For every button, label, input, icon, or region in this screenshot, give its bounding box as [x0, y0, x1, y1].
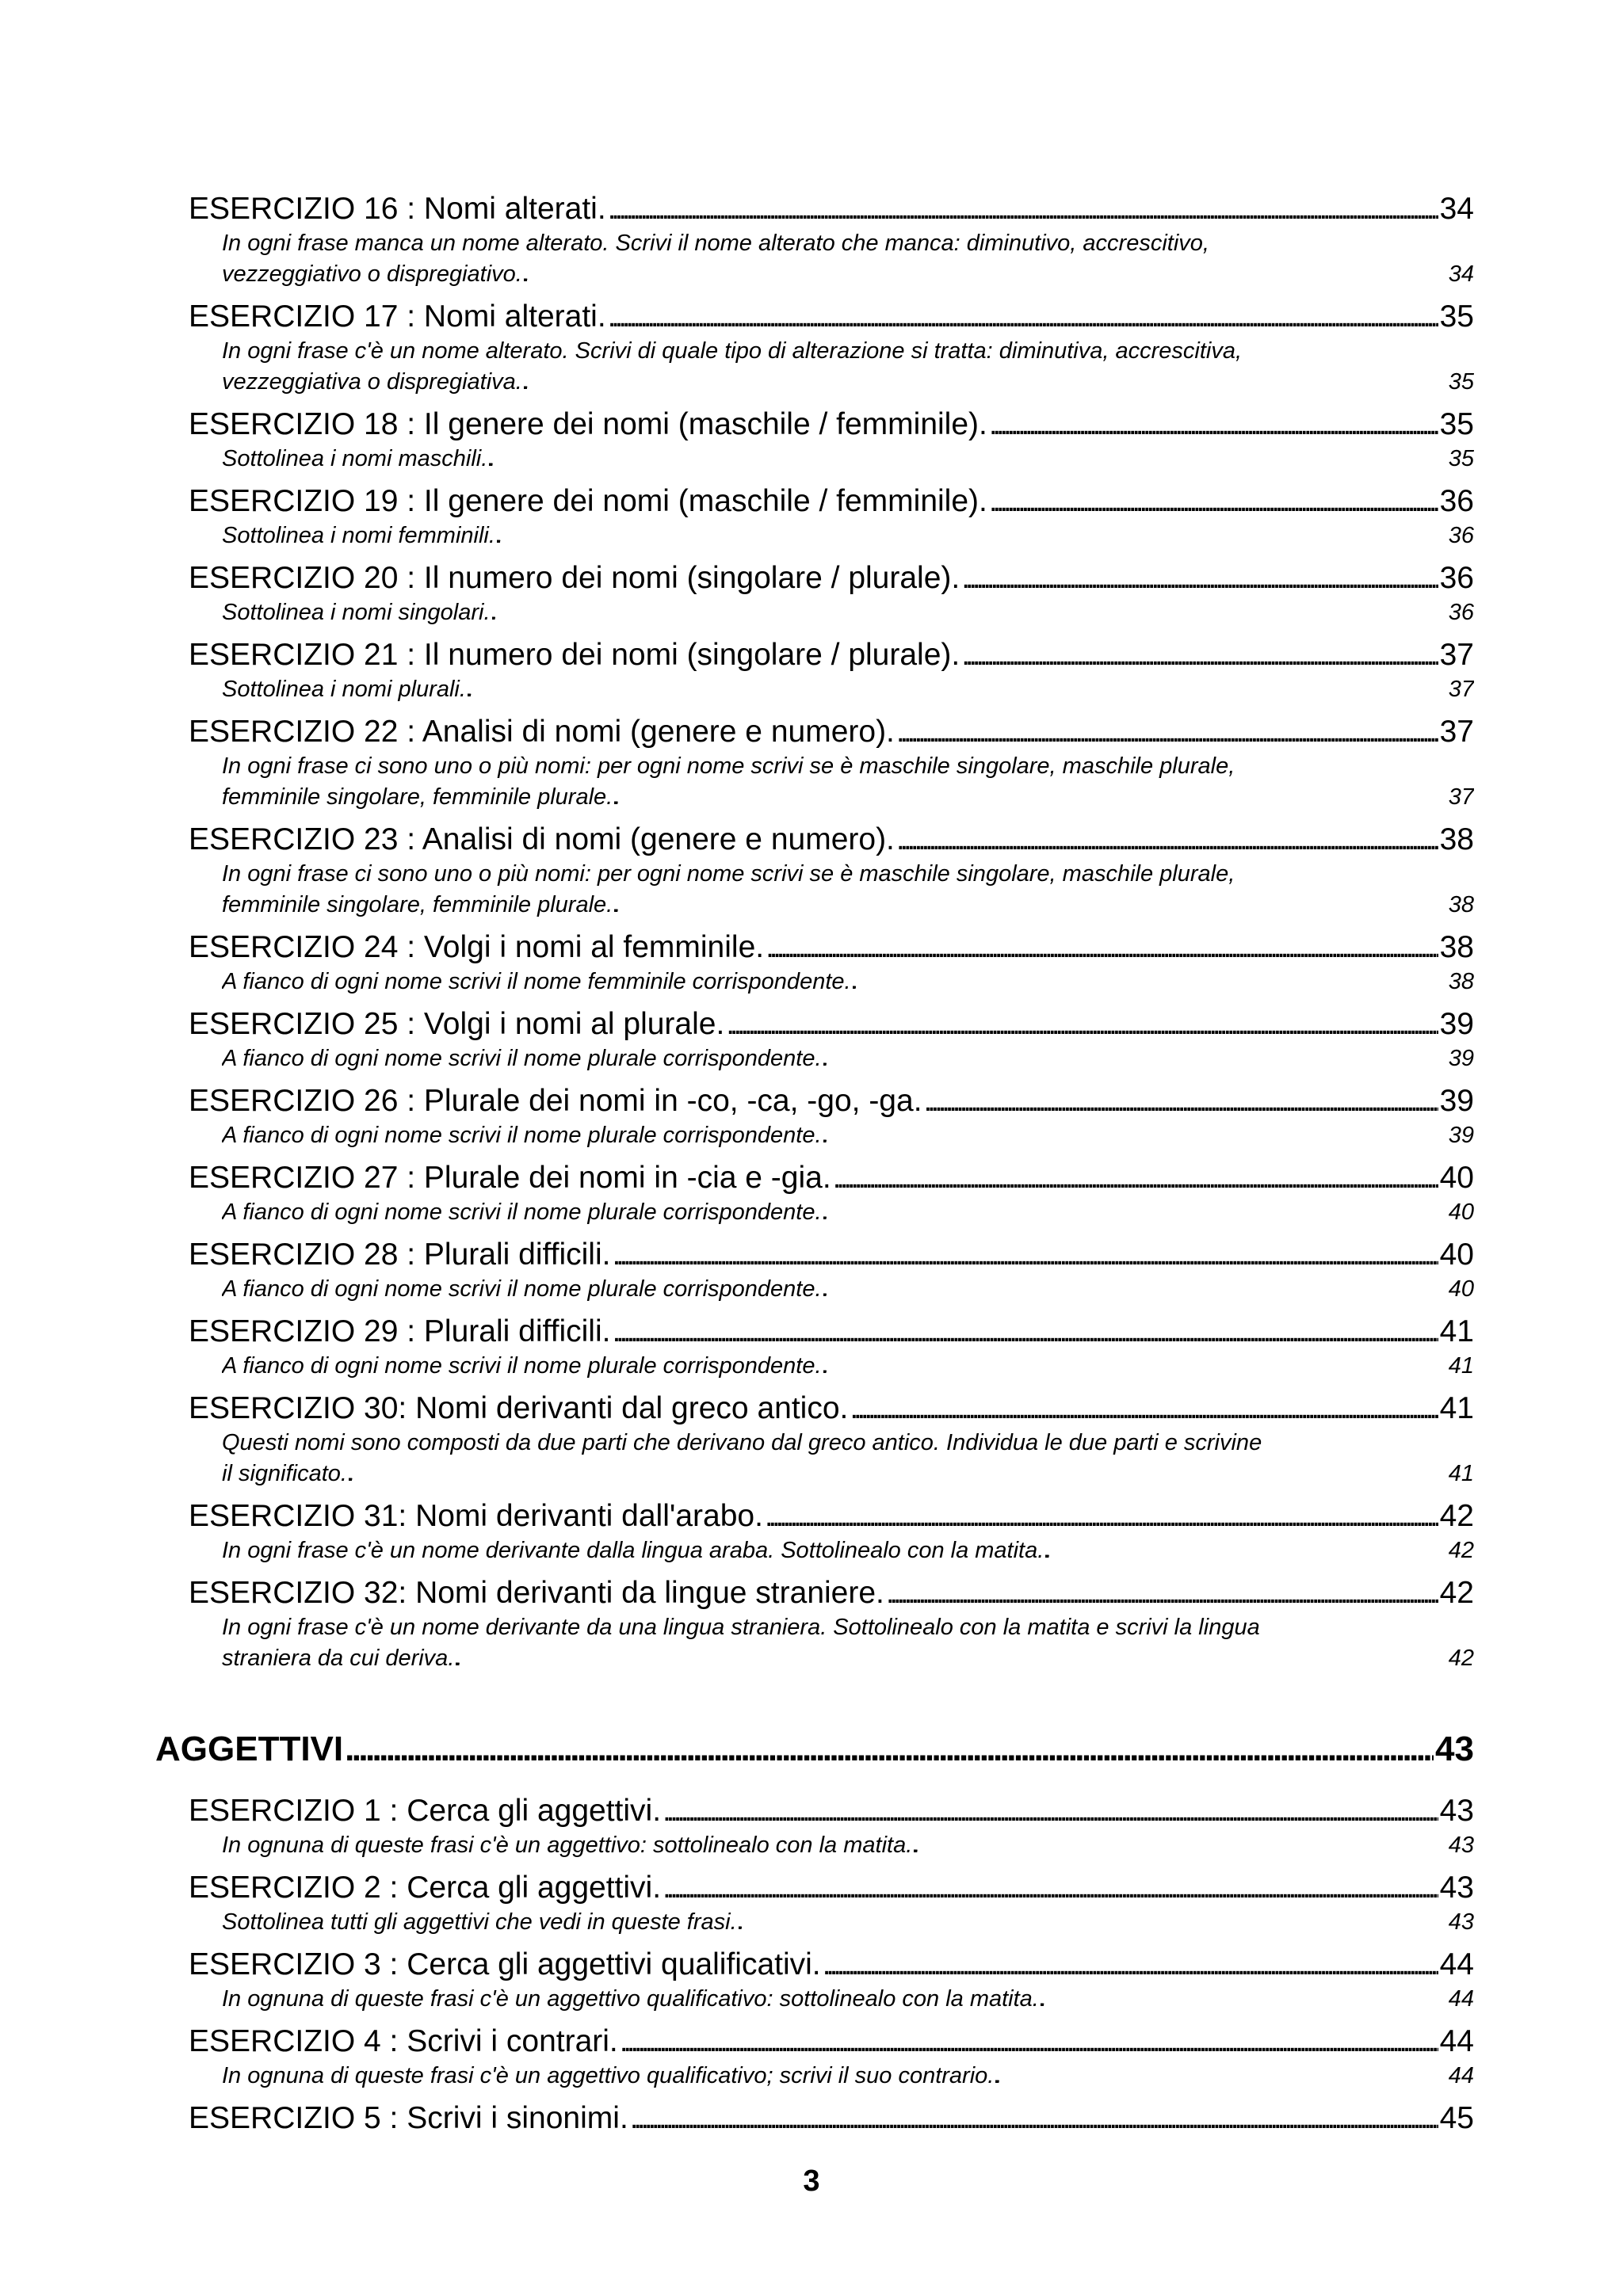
toc-entry-title-row[interactable] [189, 1159, 1474, 1197]
toc-entry-title: ESERCIZIO 21 : Il numero dei nomi (singolare / plurale). [189, 638, 960, 672]
description-last-row [222, 890, 1474, 921]
description-line: A fianco di ogni nome scrivi il nome plurale corrispondente. [222, 1276, 822, 1302]
toc-entry-title: ESERCIZIO 31: Nomi derivanti dall'arabo. [189, 1499, 763, 1533]
toc-entry-page: 38 [1439, 822, 1474, 856]
description-line: Sottolinea i nomi femminili. [222, 523, 495, 548]
dot-leader [614, 890, 1447, 921]
toc-entry-page: 43 [1439, 1871, 1474, 1905]
toc-entry-title-row[interactable] [189, 482, 1474, 521]
dot-leader [456, 1643, 1446, 1674]
toc-entry-page: 35 [1439, 299, 1474, 334]
toc-entry[interactable] [189, 1005, 1474, 1074]
toc-entry-page: 36 [1439, 484, 1474, 518]
description-last-row [222, 2061, 1474, 2092]
toc-entry-title: ESERCIZIO 32: Nomi derivanti da lingue straniere. [189, 1576, 884, 1610]
toc-entry-title-row[interactable] [189, 406, 1474, 444]
toc-entry-title-row[interactable] [189, 929, 1474, 967]
description-line: Sottolinea i nomi plurali. [222, 677, 466, 702]
toc-entry-page: 34 [1439, 192, 1474, 226]
dot-leader [961, 559, 1438, 597]
description-line: A fianco di ogni nome scrivi il nome plurale corrispondente. [222, 1123, 822, 1148]
description-page: 43 [1448, 1909, 1474, 1935]
toc-entry-page: 42 [1439, 1499, 1474, 1533]
toc-entry-title: ESERCIZIO 23 : Analisi di nomi (genere e numero). [189, 822, 895, 856]
toc-entry[interactable] [189, 406, 1474, 475]
dot-leader [663, 1869, 1438, 1907]
description-line: Sottolinea i nomi maschili. [222, 446, 488, 471]
toc-entry-title-row[interactable] [189, 1236, 1474, 1274]
toc-entry[interactable] [189, 1159, 1474, 1228]
dot-leader [833, 1159, 1438, 1197]
description-line: A fianco di ogni nome scrivi il nome plurale corrispondente. [222, 1199, 822, 1225]
dot-leader [620, 2023, 1438, 2061]
toc-entry[interactable] [189, 2023, 1474, 2092]
description-last-row [222, 1984, 1474, 2015]
dot-leader [823, 1043, 1447, 1074]
toc-entry-description [189, 1612, 1474, 1674]
dot-leader [614, 782, 1447, 813]
dot-leader [823, 1197, 1447, 1228]
description-page: 37 [1448, 677, 1474, 702]
toc-entry-title-row[interactable] [189, 1869, 1474, 1907]
description-last-row [222, 1535, 1474, 1566]
description-page: 39 [1448, 1123, 1474, 1148]
toc-entry-title: ESERCIZIO 22 : Analisi di nomi (genere e numero). [189, 715, 895, 749]
toc-entry-title-row[interactable] [189, 1497, 1474, 1535]
description-line: vezzeggiativo o dispregiativo. [222, 261, 522, 287]
description-line: In ogni frase ci sono uno o più nomi: per ogni nome scrivi se è maschile singolare, maschile plurale, [222, 753, 1235, 779]
dot-leader [886, 1574, 1438, 1612]
dot-leader [524, 367, 1447, 398]
toc-entry-title: ESERCIZIO 29 : Plurali difficili. [189, 1314, 611, 1348]
toc-entry-title: ESERCIZIO 26 : Plurale dei nomi in -co, -ca, -go, -ga. [189, 1084, 922, 1118]
toc-entry-title: ESERCIZIO 19 : Il genere dei nomi (maschile / femminile). [189, 484, 987, 518]
toc-entry-description [189, 521, 1474, 551]
dot-leader [524, 259, 1447, 290]
dot-leader [608, 190, 1438, 228]
description-page: 38 [1448, 969, 1474, 994]
description-page: 36 [1448, 523, 1474, 548]
toc-entry-title: ESERCIZIO 4 : Scrivi i contrari. [189, 2024, 618, 2058]
toc-entry[interactable] [189, 1236, 1474, 1305]
description-line: femminile singolare, femminile plurale. [222, 784, 613, 810]
toc-entry-title-row[interactable] [189, 1390, 1474, 1428]
description-page: 36 [1448, 600, 1474, 625]
description-last-row [222, 1907, 1474, 1938]
description-last-row [222, 597, 1474, 628]
description-page: 44 [1448, 1986, 1474, 2012]
description-page: 44 [1448, 2063, 1474, 2088]
page-number: 3 [803, 2164, 820, 2198]
toc-entry[interactable] [189, 929, 1474, 997]
toc-entry-title: ESERCIZIO 16 : Nomi alterati. [189, 192, 606, 226]
toc-entry[interactable] [189, 636, 1474, 705]
dot-leader [1045, 1535, 1446, 1566]
toc-entry-description [189, 228, 1474, 290]
toc-entry-title: ESERCIZIO 18 : Il genere dei nomi (maschile / femminile). [189, 407, 987, 441]
dot-leader [896, 713, 1438, 751]
description-page: 34 [1448, 261, 1474, 287]
toc-entry-description [189, 1197, 1474, 1228]
section-page: 43 [1435, 1730, 1474, 1768]
toc-entry-page: 36 [1439, 561, 1474, 595]
dot-leader [663, 1792, 1438, 1830]
description-line: In ogni frase c'è un nome alterato. Scrivi di quale tipo di alterazione si tratta: diminutiva, accrescitiva, [222, 338, 1243, 364]
toc-entry-page: 42 [1439, 1576, 1474, 1610]
toc-entry-title-row[interactable] [189, 821, 1474, 859]
toc-entry-description [189, 967, 1474, 997]
dot-leader [823, 1351, 1447, 1382]
description-line: In ognuna di queste frasi c'è un aggettivo qualificativo; scrivi il suo contrario. [222, 2063, 995, 2088]
description-line: In ognuna di queste frasi c'è un aggettivo: sottolinealo con la matita. [222, 1833, 913, 1858]
description-page: 42 [1448, 1646, 1474, 1671]
toc-entry-description [189, 1535, 1474, 1566]
toc-entry-description [189, 597, 1474, 628]
description-last-row [222, 444, 1474, 475]
toc-entry-title-row[interactable] [189, 713, 1474, 751]
description-last-row [222, 1459, 1474, 1489]
description-last-row [222, 1274, 1474, 1305]
dot-leader [853, 967, 1447, 997]
dot-leader [1041, 1984, 1447, 2015]
description-page: 41 [1448, 1461, 1474, 1486]
toc-entry[interactable] [189, 1574, 1474, 1674]
description-last-row [222, 1351, 1474, 1382]
dot-leader [765, 1497, 1438, 1535]
toc-entry-title: ESERCIZIO 28 : Plurali difficili. [189, 1238, 611, 1272]
toc-entry-title-row[interactable] [189, 1574, 1474, 1612]
toc-entry[interactable] [189, 2100, 1474, 2138]
toc-entry-description [189, 1984, 1474, 2015]
toc-entry[interactable] [189, 482, 1474, 551]
description-page: 35 [1448, 369, 1474, 395]
toc-entry-title-row[interactable] [189, 636, 1474, 674]
toc-entry-title-row[interactable] [189, 2100, 1474, 2138]
toc-entry-page: 38 [1439, 930, 1474, 964]
dot-leader [349, 1459, 1447, 1489]
dot-leader [497, 521, 1447, 551]
description-last-row [222, 521, 1474, 551]
description-line: A fianco di ogni nome scrivi il nome plurale corrispondente. [222, 1353, 822, 1379]
description-page: 35 [1448, 446, 1474, 471]
toc-entry-description [189, 1907, 1474, 1938]
description-page: 37 [1448, 784, 1474, 810]
toc-entry-page: 37 [1439, 638, 1474, 672]
description-last-row [222, 1120, 1474, 1151]
toc-entry-page: 40 [1439, 1238, 1474, 1272]
description-last-row [222, 367, 1474, 398]
description-last-row [222, 674, 1474, 705]
toc-entry-title: ESERCIZIO 25 : Volgi i nomi al plurale. [189, 1007, 725, 1041]
dot-leader [726, 1005, 1438, 1043]
description-page: 38 [1448, 892, 1474, 917]
dot-leader [612, 1313, 1438, 1351]
toc-entry-page: 35 [1439, 407, 1474, 441]
dot-leader [766, 929, 1438, 967]
toc-entry[interactable] [189, 190, 1474, 290]
toc-entry[interactable] [189, 1792, 1474, 1861]
dot-leader [739, 1907, 1447, 1938]
dot-leader [823, 1274, 1447, 1305]
description-last-row [222, 259, 1474, 290]
description-line: In ogni frase manca un nome alterato. Scrivi il nome alterato che manca: diminutivo, accrescitivo, [222, 231, 1209, 256]
dot-leader [924, 1082, 1438, 1120]
dot-leader [345, 1727, 1434, 1772]
toc-entry[interactable] [189, 1082, 1474, 1151]
dot-leader [989, 406, 1438, 444]
toc-entry-page: 39 [1439, 1007, 1474, 1041]
toc-entry-title: ESERCIZIO 24 : Volgi i nomi al femminile. [189, 930, 765, 964]
toc-entry[interactable] [189, 1390, 1474, 1489]
toc-entry-title-row[interactable] [189, 1082, 1474, 1120]
description-line: straniera da cui deriva. [222, 1646, 455, 1671]
description-page: 39 [1448, 1046, 1474, 1071]
toc-entry-page: 44 [1439, 2024, 1474, 2058]
description-line: il significato. [222, 1461, 347, 1486]
dot-leader [995, 2061, 1446, 2092]
toc-entry-description [189, 751, 1474, 813]
toc-section-aggettivi[interactable] [155, 1727, 1474, 1772]
dot-leader [489, 444, 1446, 475]
toc-entry-title-row[interactable] [189, 298, 1474, 336]
toc-entry-description [189, 2061, 1474, 2092]
description-line: A fianco di ogni nome scrivi il nome femminile corrispondente. [222, 969, 851, 994]
description-last-row [222, 782, 1474, 813]
toc-entry-title: ESERCIZIO 20 : Il numero dei nomi (singolare / plurale). [189, 561, 960, 595]
dot-leader [468, 674, 1447, 705]
toc-entry-title: ESERCIZIO 2 : Cerca gli aggettivi. [189, 1871, 662, 1905]
toc-entry-page: 45 [1439, 2101, 1474, 2135]
toc-entry-title: ESERCIZIO 17 : Nomi alterati. [189, 299, 606, 334]
dot-leader [850, 1390, 1438, 1428]
section-title: AGGETTIVI [155, 1730, 344, 1768]
toc-entry-title: ESERCIZIO 5 : Scrivi i sinonimi. [189, 2101, 628, 2135]
toc-entry[interactable] [189, 298, 1474, 398]
toc-entry-description [189, 444, 1474, 475]
toc-list-aggettivi [189, 1792, 1474, 2145]
toc-entry-description [189, 336, 1474, 398]
toc-entry-description [189, 674, 1474, 705]
toc-entry-title-row[interactable] [189, 190, 1474, 228]
toc-entry[interactable] [189, 1869, 1474, 1938]
toc-entry[interactable] [189, 1497, 1474, 1566]
description-line: Questi nomi sono composti da due parti che derivano dal greco antico. Individua le due parti e scrivine [222, 1430, 1262, 1455]
description-last-row [222, 1043, 1474, 1074]
description-last-row [222, 1643, 1474, 1674]
description-last-row [222, 1197, 1474, 1228]
toc-entry[interactable] [189, 1313, 1474, 1382]
toc-entry-page: 41 [1439, 1314, 1474, 1348]
toc-entry-page: 37 [1439, 715, 1474, 749]
description-page: 40 [1448, 1199, 1474, 1225]
toc-entry-title: ESERCIZIO 27 : Plurale dei nomi in -cia e -gia. [189, 1161, 831, 1195]
description-line: Sottolinea i nomi singolari. [222, 600, 491, 625]
description-line: In ogni frase ci sono uno o più nomi: per ogni nome scrivi se è maschile singolare, maschile plurale, [222, 861, 1235, 887]
toc-entry-description [189, 859, 1474, 921]
dot-leader [823, 1946, 1438, 1984]
dot-leader [961, 636, 1438, 674]
description-page: 43 [1448, 1833, 1474, 1858]
toc-entry-page: 43 [1439, 1794, 1474, 1828]
toc-entry-title-row[interactable] [189, 1946, 1474, 1984]
dot-leader [612, 1236, 1438, 1274]
dot-leader [914, 1830, 1446, 1861]
dot-leader [630, 2100, 1438, 2138]
toc-entry-description [189, 1274, 1474, 1305]
description-line: A fianco di ogni nome scrivi il nome plurale corrispondente. [222, 1046, 822, 1071]
dot-leader [492, 597, 1447, 628]
toc-entry-page: 39 [1439, 1084, 1474, 1118]
toc-entry-description [189, 1043, 1474, 1074]
toc-entry[interactable] [189, 821, 1474, 921]
toc-entry-title-row[interactable] [189, 1313, 1474, 1351]
description-last-row [222, 1830, 1474, 1861]
toc-entry[interactable] [189, 1946, 1474, 2015]
description-page: 40 [1448, 1276, 1474, 1302]
description-page: 41 [1448, 1353, 1474, 1379]
toc-entry-description [189, 1351, 1474, 1382]
description-line: In ogni frase c'è un nome derivante dalla lingua araba. Sottolinealo con la matita. [222, 1538, 1044, 1563]
description-line: vezzeggiativa o dispregiativa. [222, 369, 522, 395]
toc-entry-description [189, 1428, 1474, 1489]
toc-entry-title-row[interactable] [189, 2023, 1474, 2061]
toc-entry-page: 41 [1439, 1391, 1474, 1425]
toc-entry[interactable] [189, 559, 1474, 628]
toc-entry-title-row[interactable] [189, 559, 1474, 597]
description-line: In ogni frase c'è un nome derivante da una lingua straniera. Sottolinealo con la matita e scrivi la lingua [222, 1615, 1260, 1640]
toc-entry-description [189, 1830, 1474, 1861]
toc-entry-description [189, 1120, 1474, 1151]
toc-entry-title: ESERCIZIO 1 : Cerca gli aggettivi. [189, 1794, 662, 1828]
toc-entry-page: 40 [1439, 1161, 1474, 1195]
toc-entry-page: 44 [1439, 1947, 1474, 1981]
toc-entry-title-row[interactable] [189, 1792, 1474, 1830]
description-line: femminile singolare, femminile plurale. [222, 892, 613, 917]
description-line: In ognuna di queste frasi c'è un aggettivo qualificativo: sottolinealo con la matita. [222, 1986, 1039, 2012]
toc-entry-title: ESERCIZIO 3 : Cerca gli aggettivi qualificativi. [189, 1947, 821, 1981]
toc-entry[interactable] [189, 713, 1474, 813]
dot-leader [823, 1120, 1447, 1151]
description-last-row [222, 967, 1474, 997]
toc-entry-title-row[interactable] [189, 1005, 1474, 1043]
toc-list [189, 190, 1474, 1682]
dot-leader [608, 298, 1438, 336]
description-page: 42 [1448, 1538, 1474, 1563]
dot-leader [989, 482, 1438, 521]
description-line: Sottolinea tutti gli aggettivi che vedi in queste frasi. [222, 1909, 737, 1935]
toc-entry-title: ESERCIZIO 30: Nomi derivanti dal greco antico. [189, 1391, 849, 1425]
dot-leader [896, 821, 1438, 859]
